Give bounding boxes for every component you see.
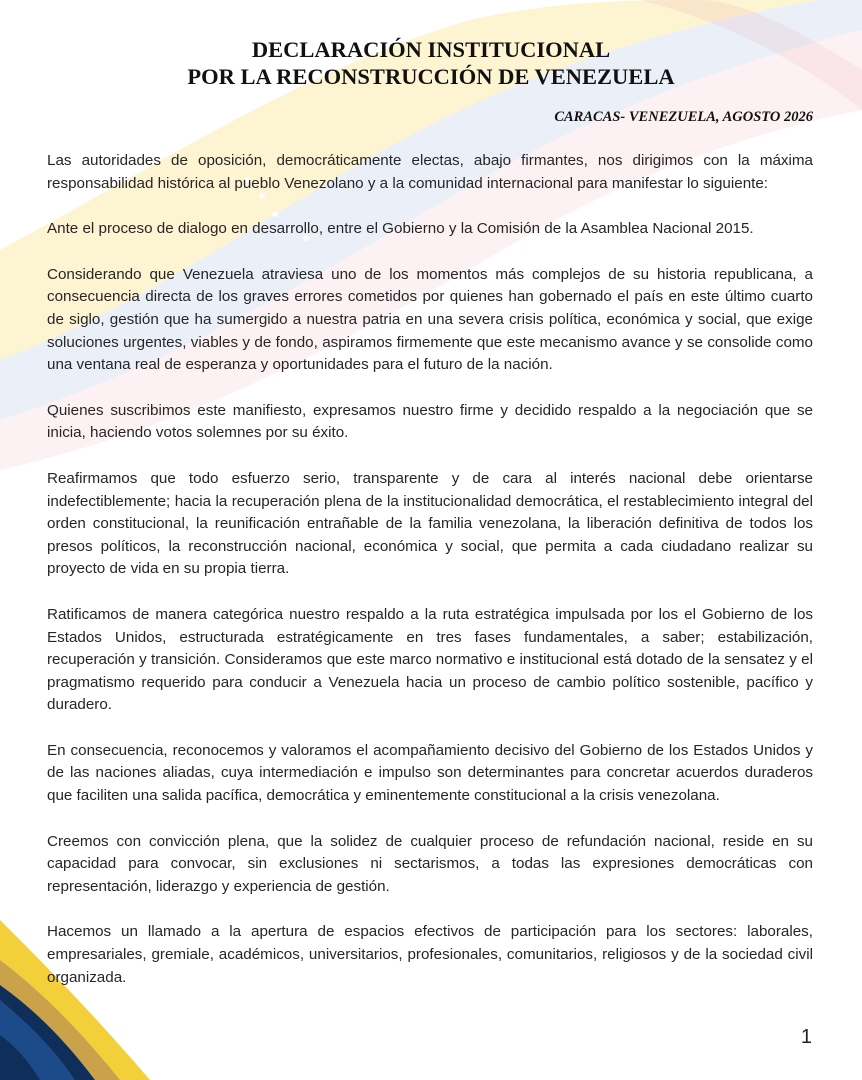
paragraph-2: Ante el proceso de dialogo en desarrollo, entre el Gobierno y la Comisión de la Asamblea Nacional 2015. <box>47 220 754 238</box>
title-line-2: POR LA RECONSTRUCCIÓN DE VENEZUELA <box>187 64 675 89</box>
dateline: CARACAS- VENEZUELA, AGOSTO 2026 <box>554 109 813 125</box>
paragraph-6: Ratificamos de manera categórica nuestro respaldo a la ruta estratégica impulsada por los el Gobierno de los Estados Unidos, estructurada estratégicamente en tres fases fundamentales, a saber; estabilización, recuperación y transición. Consideramos que este marco normativo e institucional está dotado de la sensatez y el pragmatismo requerido para conducir a Venezuela hacia un proceso de cambio político sostenible, pacífico y duradero. <box>47 605 813 714</box>
paragraph-9: Hacemos un llamado a la apertura de espacios efectivos de participación para los sectores: laborales, empresariales, gremiale, académicos, universitarios, profesionales, comunitarios, religiosos y de la sociedad civil organizada. <box>47 923 813 986</box>
document-body <box>47 150 813 1012</box>
paragraph-7: En consecuencia, reconocemos y valoramos el acompañamiento decisivo del Gobierno de los Estados Unidos y de las naciones aliadas, cuya intermediación e impulso son determinantes para concretar acuerdos duraderos que faciliten una salida pacífica, democrática y eminentemente constitucional a la crisis venezolana. <box>47 741 813 805</box>
title-line-1: DECLARACIÓN INSTITUCIONAL <box>251 37 611 62</box>
paragraph-4: Quienes suscribimos este manifiesto, expresamos nuestro firme y decidido respaldo a la negociación que se inicia, haciendo votos solemnes por su éxito. <box>47 401 813 442</box>
page-number: 1 <box>800 1026 812 1048</box>
paragraph-8: Creemos con convicción plena, que la solidez de cualquier proceso de refundación nacional, reside en su capacidad para convocar, sin exclusiones ni sectarismos, a todas las expresiones democráticas con representación, liderazgo y experiencia de gestión. <box>47 832 813 895</box>
document-title <box>0 36 862 90</box>
paragraph-3: Considerando que Venezuela atraviesa uno de los momentos más complejos de su historia republicana, a consecuencia directa de los graves errores cometidos por quienes han gobernado el país en este último cuarto de siglo, gestión que ha sumergido a nuestra patria en una severa crisis política, económica y social, que exige soluciones urgentes, viables y de fondo, aspiramos firmemente que este mecanismo avance y se consolide como una ventana real de esperanza y oportunidades para el futuro de la nación. <box>47 265 813 374</box>
paragraph-1: Las autoridades de oposición, democráticamente electas, abajo firmantes, nos dirigimos con la máxima responsabilidad histórica al pueblo Venezolano y a la comunidad internacional para manifestar lo siguiente: <box>47 152 813 192</box>
paragraph-5: Reafirmamos que todo esfuerzo serio, transparente y de cara al interés nacional debe orientarse indefectiblemente; hacia la recuperación plena de la institucionalidad democrática, el restablecimiento integral del orden constitucional, la reunificación entrañable de la familia venezolana, la liberación definitiva de todos los presos políticos, la reconstrucción nacional, económica y social, que permita a cada ciudadano realizar su proyecto de vida en su propia tierra. <box>47 469 813 578</box>
